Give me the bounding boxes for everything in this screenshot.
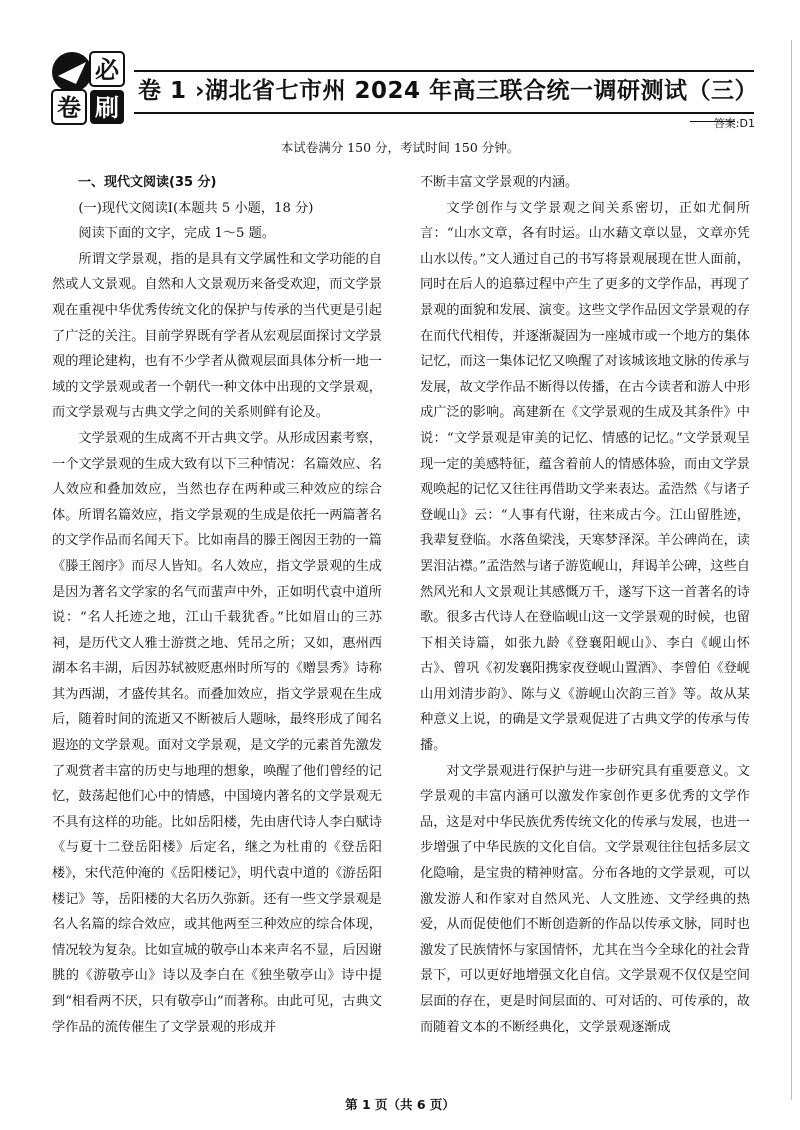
brand-logo [50, 48, 128, 126]
section-title: 一、现代文阅读(35 分) [78, 175, 217, 190]
exam-note: 本试卷满分 150 分，考试时间 150 分钟。 [280, 140, 520, 155]
instruction: 阅读下面的文字，完成 1～5 题。 [78, 226, 275, 242]
page-edge-line [791, 40, 792, 1100]
exam-title: 卷 1 ›湖北省七市州 2024 年高三联合统一调研测试（三） [138, 78, 759, 104]
logo-char-shua: 刷 [95, 94, 119, 122]
logo-char-juan: 卷 [57, 94, 81, 122]
exam-header [50, 48, 765, 128]
paragraph: 文学景观的生成离不开古典文学。从形成因素考察，一个文学景观的生成大致有以下三种情况：名篇效应、名人效应和叠加效应，当然也存在两种或三种效应的综合体。所谓名篇效应，指文学景观的生成是依托一两篇著名的文学作品而名闻天下。比如南昌的滕王阁因王勃的一篇《滕王阁序》而尽人皆知。名人效应，指文学景观的生成是因为著名文学家的名气而蜚声中外，正如明代袁中道所说：“名人托迹之地，江山千载犹香。”比如眉山的三苏祠，是历代文人雅士游赏之地、凭吊之所；又如，惠州西湖本名丰湖，后因苏轼被贬惠州时所写的《赠昙秀》诗称其为西湖，才盛传其名。而叠加效应，指文学景观在生成后，随着时间的流逝又不断被后人题咏，最终形成了闻名遐迩的文学景观。面对文学景观，是文学的元素首先激发了观赏者丰富的历史与地理的想象，唤醒了他们曾经的记忆，鼓荡起他们心中的情感，中国境内著名的文学景观无不具有这样的功能。比如岳阳楼，先由唐代诗人李白赋诗《与夏十二登岳阳楼》后定名，继之为杜甫的《登岳阳楼》，宋代范仲淹的《岳阳楼记》，明代袁中道的《游岳阳楼记》等，岳阳楼的大名历久弥新。还有一些文学景观是名人名篇的综合效应，或其他两至三种效应的综合体现，情况较为复杂。比如宣城的敬亭山本来声名不显，后因谢朓的《游敬亭山》诗以及李白在《独坐敬亭山》诗中提到“相看两不厌，只有敬亭山”而著称。由此可见，古典文学作品的流传催生了文学景观的形成并 [52, 430, 382, 1035]
paragraph: 对文学景观进行保护与进一步研究具有重要意义。文学景观的丰富内涵可以激发作家创作更多优秀的文学作品，这是对中华民族优秀传统文化的传承与发展，也进一步增强了中华民族的文化自信。文学景观往往包括多层文化隐喻，是宝贵的精神财富。分布各地的文学景观，可以激发游人和作家对自然风光、人文胜迹、文学经典的热爱，从而促使他们不断创造新的作品以传承文脉，同时也激发了民族情怀与家国情怀，尤其在当今全球化的社会背景下，可以更好地增强文化自信。文学景观不仅仅是空间层面的存在，更是时间层面的、可对话的、可传承的，故而随着文本的不断经典化，文学景观逐渐成 [420, 763, 750, 1035]
page-footer: 第 1 页（共 6 页） [345, 1097, 455, 1112]
left-column [52, 170, 382, 1040]
answer-tag: 答案:D1 [713, 117, 755, 130]
paragraph: 文学创作与文学景观之间关系密切，正如尤侗所言：“山水文章，各有时运。山水藉文章以显，文章亦凭山水以传。”文人通过自己的书写将景观展现在世人面前，同时在后人的追慕过程中产生了更多的文学作品，再现了景观的面貌和发展、演变。这些文学作品因文学景观的存在而代代相传，并逐渐凝固为一座城市或一个地方的集体记忆，而这一集体记忆又唤醒了对该城该地文脉的传承与发展，故文学作品不断得以传播，在古今读者和游人中形成广泛的影响。高建新在《文学景观的生成及其条件》中说：“文学景观是审美的记忆、情感的记忆。”文学景观呈现一定的美感特征，蕴含着前人的情感体验，而由文学景观唤起的记忆又往往再借助文学来表达。孟浩然《与诸子登岘山》云：“人事有代谢，往来成古今。江山留胜迹，我辈复登临。水落鱼梁浅，天寒梦泽深。羊公碑尚在，读罢泪沾襟。”孟浩然与诸子游览岘山，拜谒羊公碑，这些自然风光和人文景观让其感慨万千，遂写下这一首著名的诗歌。很多古代诗人在登临岘山这一文学景观的时候，也留下相关诗篇，如张九龄《登襄阳岘山》、李白《岘山怀古》、曾巩《初发襄阳携家夜登岘山置酒》、李曾伯《登岘山用刘清步韵》、陈与义《游岘山次韵三首》等。故从某种意义上说，的确是文学景观促进了古典文学的传承与传播。 [420, 200, 750, 754]
right-column [420, 170, 750, 1040]
logo-char-bi: 必 [95, 56, 119, 84]
sub-title: (一)现代文阅读Ⅰ(本题共 5 小题，18 分) [78, 200, 314, 216]
paragraph-continued: 不断丰富文学景观的内涵。 [420, 175, 579, 190]
paragraph: 所谓文学景观，指的是具有文学属性和文学功能的自然或人文景观。自然和人文景观历来备受欢迎，而文学景观在重视中华优秀传统文化的保护与传承的当代更是引起了广泛的关注。目前学界既有学者从宏观层面探讨文学景观的理论建构，也有不少学者从微观层面具体分析一地一域的文学景观或者一个朝代一种文体中出现的文学景观，而文学景观与古典文学之间的关系则鲜有论及。 [52, 251, 382, 421]
